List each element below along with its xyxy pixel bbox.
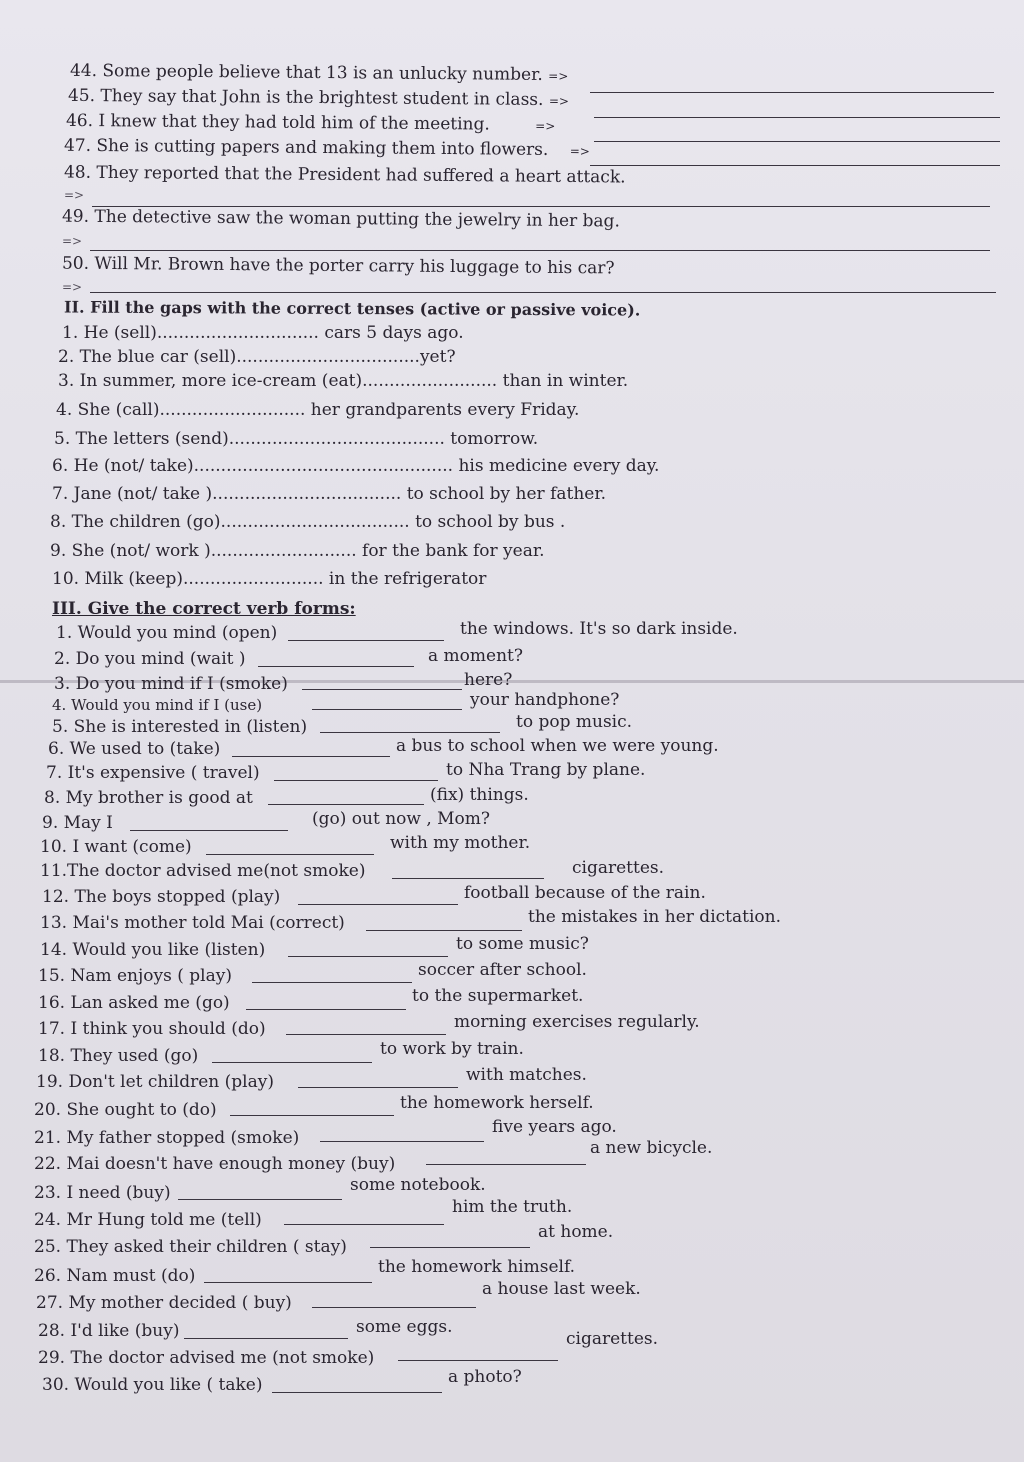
- part3-rest-4: your handphone?: [470, 690, 620, 710]
- answer-blank-3-2[interactable]: [258, 666, 414, 667]
- part3-title: III. Give the correct verb forms:: [52, 599, 356, 619]
- part3-item-9: 9. May I: [42, 813, 113, 833]
- part3-rest-5: to pop music.: [516, 712, 633, 732]
- part2-item-2: 2. The blue car (sell)..................................yet?: [58, 347, 456, 367]
- part2-item-5: 5. The letters (send)........................................ tomorrow.: [54, 429, 539, 449]
- part2-title: II. Fill the gaps with the correct tenses (active or passive voice).: [63, 297, 641, 320]
- fill-dots[interactable]: ........................................: [228, 429, 445, 449]
- part2-item-10: 10. Milk (keep).......................... in the refrigerator: [52, 569, 487, 589]
- part3-rest-6: a bus to school when we were young.: [396, 736, 719, 756]
- part3-item-14: 14. Would you like (listen): [40, 940, 266, 960]
- part3-rest-21: five years ago.: [492, 1117, 617, 1137]
- part3-item-7: 7. It's expensive ( travel): [46, 763, 260, 783]
- answer-blank-3-14[interactable]: [288, 956, 448, 957]
- part3-rest-13: the mistakes in her dictation.: [528, 907, 781, 927]
- answer-blank-3-5[interactable]: [320, 732, 500, 733]
- part3-item-21: 21. My father stopped (smoke): [34, 1128, 300, 1148]
- answer-blank-3-23[interactable]: [178, 1199, 342, 1200]
- part3-rest-16: to the supermarket.: [412, 986, 584, 1006]
- part3-item-5: 5. She is interested in (listen): [52, 717, 308, 737]
- part1-item-44: 44. Some people believe that 13 is an unlucky number. =>: [69, 60, 569, 85]
- part3-rest-27: a house last week.: [482, 1279, 641, 1299]
- part3-rest-1: the windows. It's so dark inside.: [460, 619, 738, 639]
- answer-blank-3-22[interactable]: [426, 1164, 586, 1165]
- part3-rest-17: morning exercises regularly.: [454, 1012, 700, 1032]
- part3-rest-28: some eggs.: [356, 1317, 453, 1337]
- part3-item-15: 15. Nam enjoys ( play): [38, 966, 232, 986]
- answer-blank-3-20[interactable]: [230, 1115, 394, 1116]
- part3-rest-20: the homework herself.: [400, 1093, 594, 1113]
- answer-blank-3-27[interactable]: [312, 1307, 476, 1308]
- part3-item-22: 22. Mai doesn't have enough money (buy): [34, 1154, 396, 1174]
- part3-item-28: 28. I'd like (buy): [38, 1321, 180, 1341]
- part2-item-6: 6. He (not/ take)................................................ his medicine every day.: [52, 456, 660, 476]
- answer-blank-3-8[interactable]: [268, 804, 424, 805]
- part3-item-10: 10. I want (come): [40, 837, 192, 857]
- part3-rest-24: him the truth.: [452, 1197, 573, 1217]
- part3-item-3: 3. Do you mind if I (smoke): [54, 674, 288, 694]
- answer-blank-3-12[interactable]: [298, 904, 458, 905]
- fill-dots[interactable]: ...................................: [212, 484, 402, 504]
- part3-rest-11: cigarettes.: [572, 858, 665, 878]
- part3-item-4: 4. Would you mind if I (use): [52, 696, 263, 714]
- part1-item-46: 46. I knew that they had told him of the meeting. =>: [65, 110, 556, 135]
- part3-item-11: 11.The doctor advised me(not smoke): [40, 861, 366, 881]
- part2-item-7: 7. Jane (not/ take )................................... to school by her father.: [52, 484, 607, 504]
- part3-item-13: 13. Mai's mother told Mai (correct): [40, 913, 345, 933]
- arrow-49: =>: [62, 234, 83, 248]
- answer-blank-45[interactable]: [594, 117, 1000, 118]
- part3-rest-22: a new bicycle.: [590, 1138, 713, 1158]
- part3-item-24: 24. Mr Hung told me (tell): [34, 1210, 262, 1230]
- part3-item-23: 23. I need (buy): [34, 1183, 171, 1203]
- part3-rest-15: soccer after school.: [418, 960, 587, 980]
- part3-item-2: 2. Do you mind (wait ): [54, 649, 246, 669]
- fill-dots[interactable]: ...........................: [210, 541, 357, 561]
- part3-rest-7: to Nha Trang by plane.: [446, 760, 646, 780]
- fill-dots[interactable]: ...........................: [159, 400, 306, 420]
- part3-item-16: 16. Lan asked me (go): [38, 993, 230, 1013]
- part3-item-25: 25. They asked their children ( stay): [34, 1237, 347, 1257]
- fill-dots[interactable]: ...................................: [220, 512, 410, 532]
- answer-blank-47[interactable]: [590, 165, 1000, 166]
- answer-blank-46[interactable]: [594, 141, 1000, 142]
- answer-blank-44[interactable]: [590, 92, 994, 93]
- fill-dots[interactable]: .........................: [362, 371, 498, 391]
- answer-blank-3-26[interactable]: [204, 1282, 372, 1283]
- answer-blank-3-7[interactable]: [274, 780, 438, 781]
- part2-item-3: 3. In summer, more ice-cream (eat)......................... than in winter.: [58, 371, 629, 391]
- part3-item-1: 1. Would you mind (open): [56, 623, 278, 643]
- part2-item-4: 4. She (call)........................... her grandparents every Friday.: [56, 400, 580, 420]
- part3-rest-29: cigarettes.: [566, 1329, 659, 1349]
- arrow-50: =>: [62, 280, 83, 294]
- answer-blank-3-3[interactable]: [302, 689, 462, 690]
- part3-rest-2: a moment?: [428, 646, 523, 666]
- part3-item-29: 29. The doctor advised me (not smoke): [38, 1348, 375, 1368]
- part3-item-6: 6. We used to (take): [48, 739, 221, 759]
- answer-blank-3-11[interactable]: [392, 878, 544, 879]
- answer-blank-3-19[interactable]: [298, 1087, 458, 1088]
- fill-dots[interactable]: ..............................: [156, 323, 319, 343]
- answer-blank-3-18[interactable]: [212, 1062, 372, 1063]
- part3-rest-8: (fix) things.: [430, 785, 529, 805]
- part3-rest-26: the homework himself.: [378, 1257, 576, 1277]
- part3-rest-23: some notebook.: [350, 1175, 486, 1195]
- part2-item-9: 9. She (not/ work )........................... for the bank for year.: [50, 541, 545, 561]
- answer-blank-3-25[interactable]: [370, 1247, 530, 1248]
- part3-rest-25: at home.: [538, 1222, 614, 1242]
- answer-blank-3-21[interactable]: [320, 1141, 484, 1142]
- answer-blank-3-13[interactable]: [366, 930, 522, 931]
- answer-blank-3-6[interactable]: [232, 756, 390, 757]
- part3-item-30: 30. Would you like ( take): [42, 1375, 263, 1395]
- part3-item-18: 18. They used (go): [38, 1046, 199, 1066]
- arrow-48: =>: [64, 188, 85, 202]
- answer-blank-3-15[interactable]: [252, 982, 412, 983]
- part1-item-47: 47. She is cutting papers and making them into flowers. =>: [63, 135, 590, 160]
- part3-rest-10: with my mother.: [390, 833, 531, 853]
- part3-rest-18: to work by train.: [380, 1039, 524, 1059]
- answer-blank-3-10[interactable]: [206, 854, 374, 855]
- part2-item-8: 8. The children (go)................................... to school by bus .: [50, 512, 566, 532]
- answer-blank-3-1[interactable]: [288, 640, 444, 641]
- answer-blank-50[interactable]: [90, 292, 996, 293]
- part1-item-50: 50. Will Mr. Brown have the porter carry his luggage to his car?: [61, 253, 615, 279]
- fill-dots[interactable]: ..........................: [183, 569, 324, 589]
- answer-blank-3-24[interactable]: [284, 1224, 444, 1225]
- answer-blank-49[interactable]: [90, 250, 990, 251]
- answer-blank-3-4[interactable]: [312, 709, 462, 710]
- answer-blank-3-9[interactable]: [130, 830, 288, 831]
- part3-rest-3: here?: [464, 670, 513, 690]
- part3-item-12: 12. The boys stopped (play): [42, 887, 281, 907]
- answer-blank-3-17[interactable]: [286, 1034, 446, 1035]
- part3-rest-9: (go) out now , Mom?: [312, 809, 491, 829]
- fill-dots[interactable]: ..................................: [236, 347, 420, 367]
- answer-blank-3-28[interactable]: [184, 1338, 348, 1339]
- part3-item-27: 27. My mother decided ( buy): [36, 1293, 292, 1313]
- part2-item-1: 1. He (sell).............................. cars 5 days ago.: [62, 323, 464, 343]
- part1-item-49: 49. The detective saw the woman putting the jewelry in her bag.: [61, 206, 620, 232]
- answer-blank-3-29[interactable]: [398, 1360, 558, 1361]
- part3-item-20: 20. She ought to (do): [34, 1100, 217, 1120]
- part3-item-8: 8. My brother is good at: [44, 788, 253, 808]
- part3-item-17: 17. I think you should (do): [38, 1019, 266, 1039]
- fill-dots[interactable]: ................................................: [193, 456, 454, 476]
- part3-rest-12: football because of the rain.: [464, 883, 706, 903]
- part3-rest-19: with matches.: [466, 1065, 587, 1085]
- answer-blank-3-30[interactable]: [272, 1392, 442, 1393]
- part3-item-26: 26. Nam must (do): [34, 1266, 196, 1286]
- part3-rest-14: to some music?: [456, 934, 589, 954]
- part1-item-48: 48. They reported that the President had suffered a heart attack.: [63, 162, 626, 188]
- part3-rest-30: a photo?: [448, 1367, 522, 1387]
- answer-blank-3-16[interactable]: [246, 1009, 406, 1010]
- part3-item-19: 19. Don't let children (play): [36, 1072, 274, 1092]
- part1-item-45: 45. They say that John is the brightest student in class. =>: [67, 85, 570, 110]
